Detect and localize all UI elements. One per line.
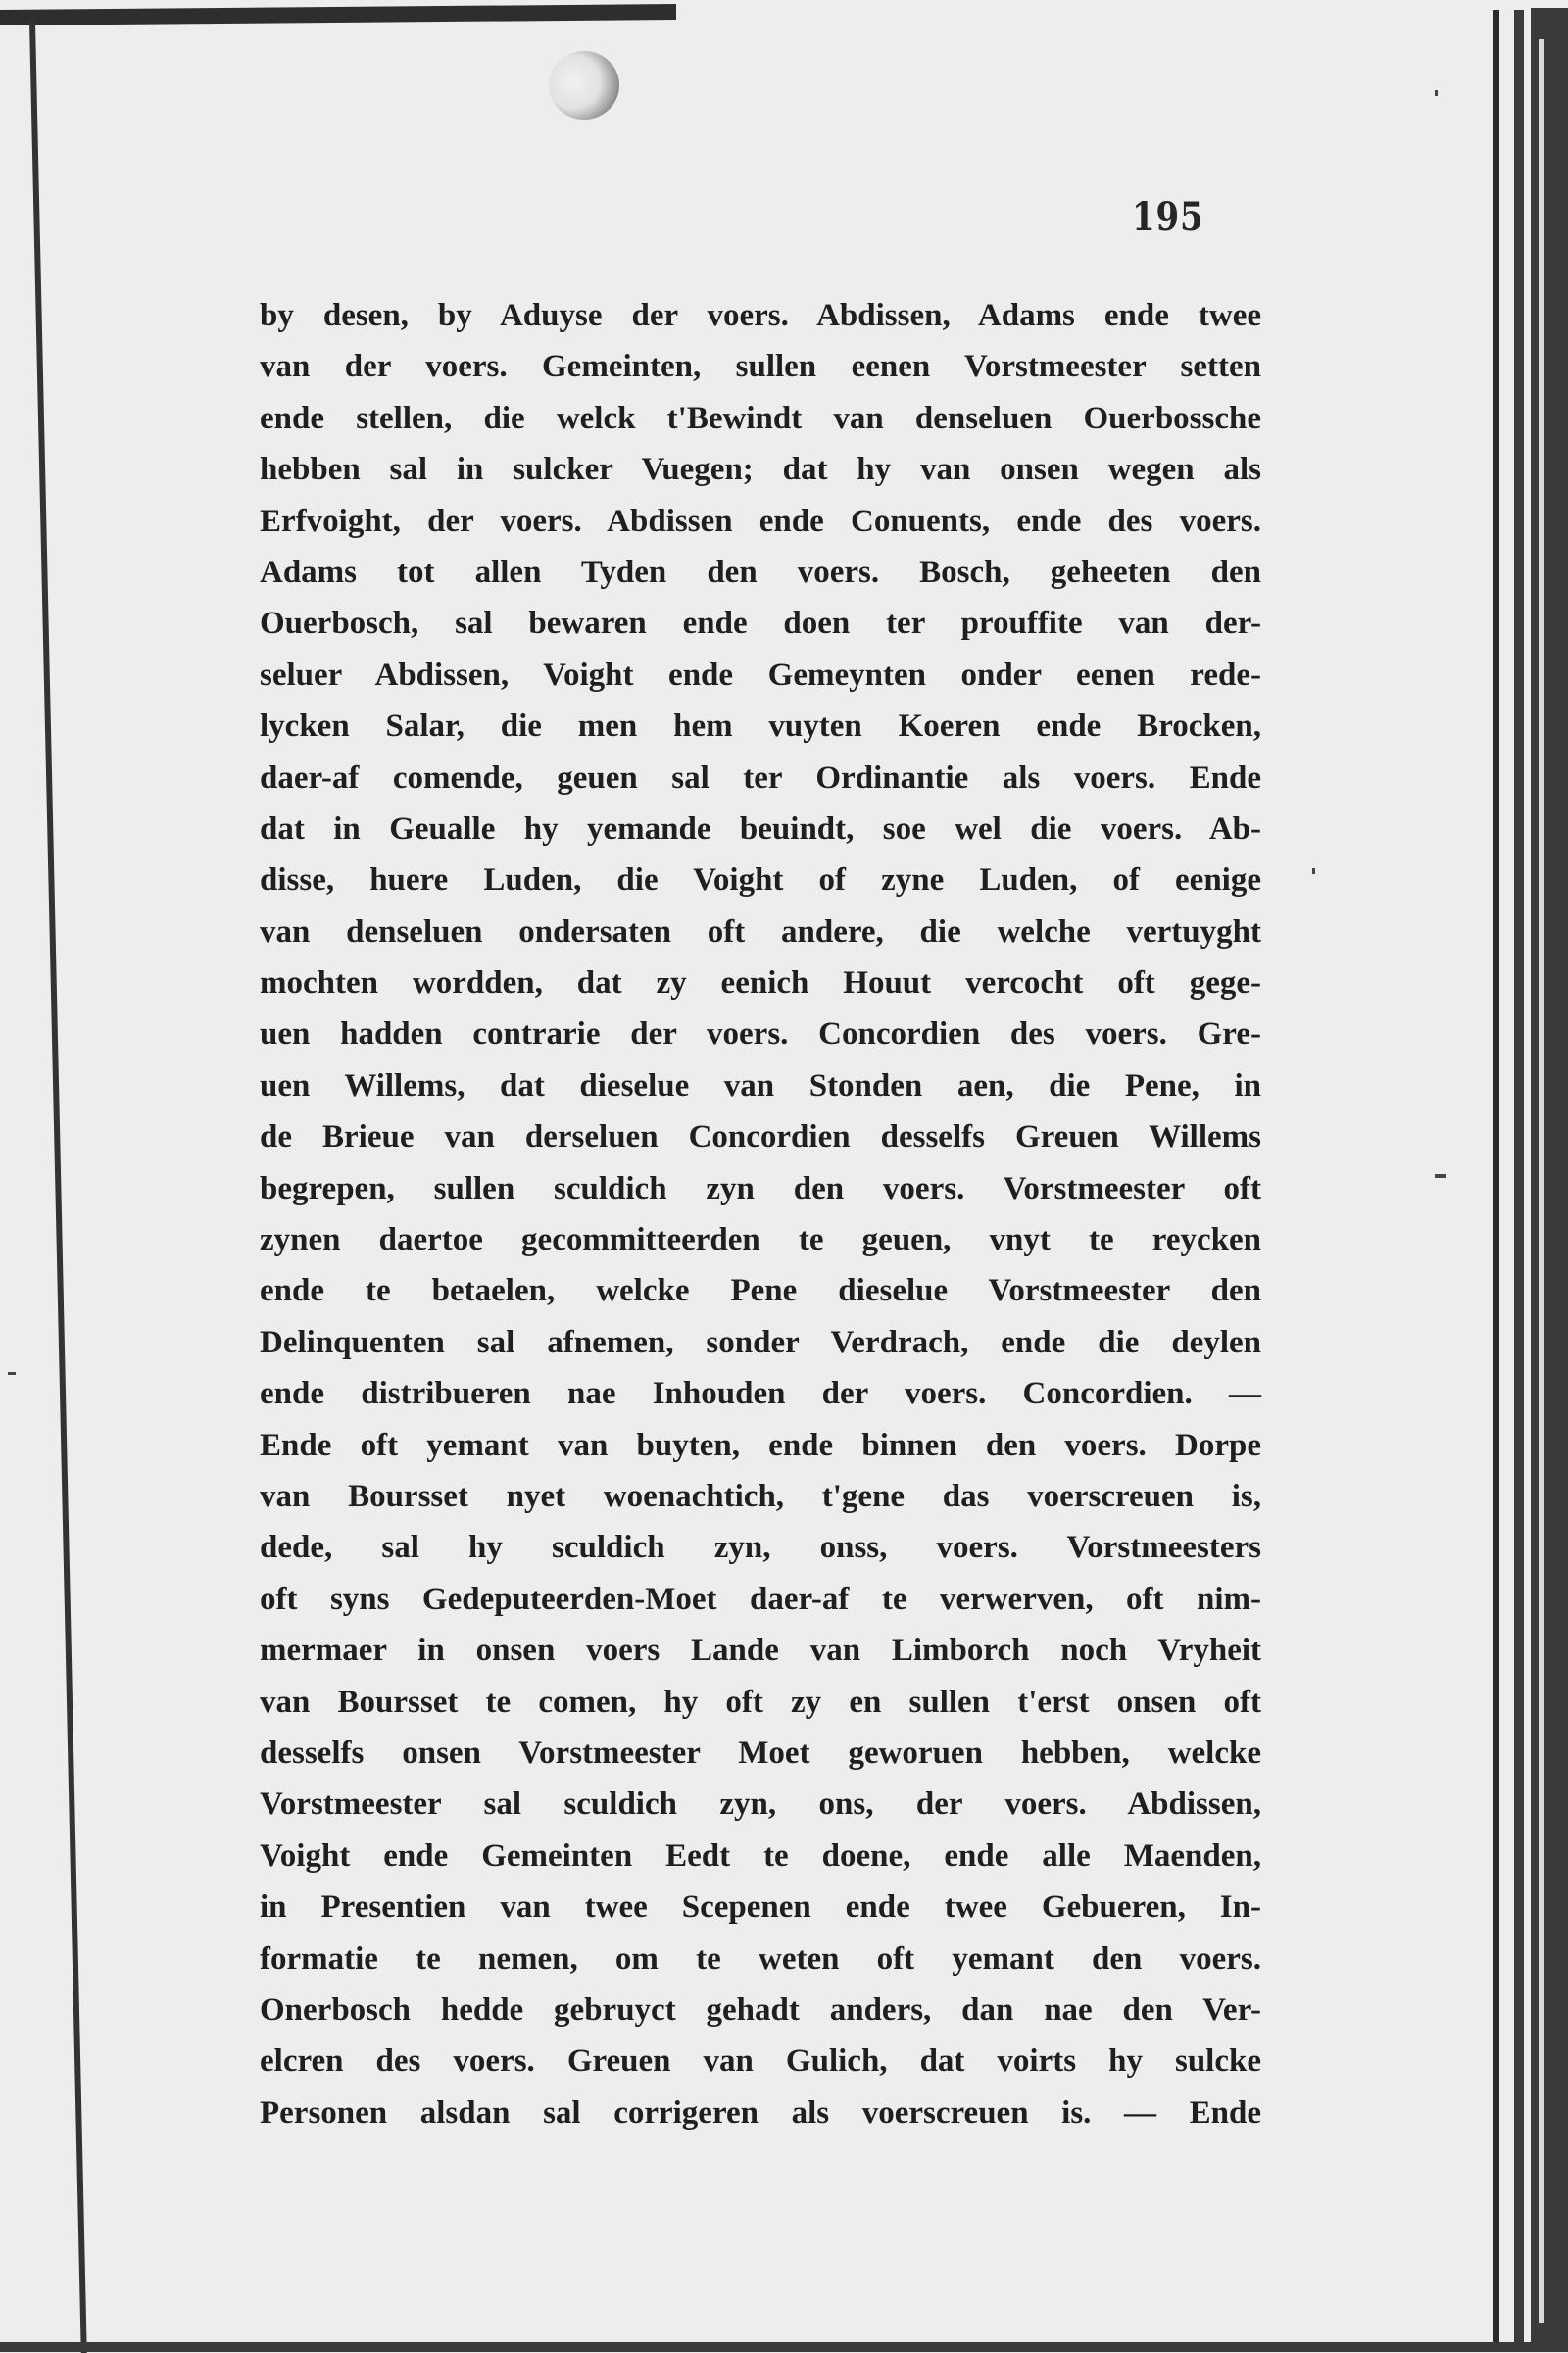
text-line: van Boursset nyet woenachtich, t'gene das voerscreuen is, — [260, 1478, 1261, 1514]
text-line: van der voers. Gemeinten, sullen eenen Vorstmeester setten — [260, 349, 1261, 385]
bottom-edge-border — [0, 2342, 1568, 2352]
text-line: uen hadden contrarie der voers. Concordien des voers. Gre- — [260, 1016, 1261, 1053]
page-number: 195 — [1132, 194, 1204, 240]
text-line: dede, sal hy sculdich zyn, onss, voers. Vorstmeesters — [260, 1530, 1261, 1566]
text-line: Voight ende Gemeinten Eedt te doene, ende alle Maenden, — [260, 1838, 1261, 1874]
text-line: Onerbosch hedde gebruyct gehadt anders, dan nae den Ver- — [260, 1991, 1261, 2028]
text-line: desselfs onsen Vorstmeester Moet geworuen hebben, welcke — [260, 1735, 1261, 1771]
text-line: zynen daertoe gecommitteerden te geuen, vnyt te reycken — [260, 1222, 1261, 1258]
text-line: formatie te nemen, om te weten oft yemant den voers. — [260, 1940, 1261, 1977]
right-border-rule-middle — [1514, 10, 1524, 2342]
right-border-rule-inner — [1493, 10, 1499, 2342]
margin-speck — [8, 1372, 16, 1375]
text-line: Ende oft yemant van buyten, ende binnen den voers. Dorpe — [260, 1427, 1261, 1463]
text-line: ende stellen, die welck t'Bewindt van denseluen Ouerbossche — [260, 400, 1261, 436]
text-line: oft syns Gedeputeerden-Moet daer-af te verwerven, oft nim- — [260, 1581, 1261, 1617]
text-line: de Brieue van derseluen Concordien desselfs Greuen Willems — [260, 1119, 1261, 1155]
text-line: Personen alsdan sal corrigeren als voerscreuen is. — Ende — [260, 2094, 1261, 2131]
text-line: disse, huere Luden, die Voight of zyne Luden, of eenige — [260, 862, 1261, 899]
right-edge-binding — [1531, 8, 1568, 2352]
text-line: Ouerbosch, sal bewaren ende doen ter prouffite van der- — [260, 606, 1261, 642]
right-edge-gap — [1539, 39, 1544, 2323]
punch-hole-mark — [549, 51, 619, 120]
text-line: in Presentien van twee Scepenen ende twee Gebueren, In- — [260, 1889, 1261, 1926]
text-line: seluer Abdissen, Voight ende Gemeynten onder eenen rede- — [260, 657, 1261, 693]
text-line: hebben sal in sulcker Vuegen; dat hy van onsen wegen als — [260, 452, 1261, 488]
margin-speck — [1312, 868, 1315, 874]
text-line: van Boursset te comen, hy oft zy en sullen t'erst onsen oft — [260, 1684, 1261, 1720]
text-line: daer-af comende, geuen sal ter Ordinantie als voers. Ende — [260, 760, 1261, 796]
text-line: mermaer in onsen voers Lande van Limborch noch Vryheit — [260, 1633, 1261, 1669]
text-line: uen Willems, dat dieselue van Stonden aen, die Pene, in — [260, 1067, 1261, 1103]
text-line: van denseluen ondersaten oft andere, die welche vertuyght — [260, 913, 1261, 950]
margin-speck — [1435, 1174, 1446, 1178]
text-line: elcren des voers. Greuen van Gulich, dat voirts hy sulcke — [260, 2043, 1261, 2080]
text-line: mochten wordden, dat zy eenich Houut vercocht oft gege- — [260, 965, 1261, 1002]
text-line: by desen, by Aduyse der voers. Abdissen, Adams ende twee — [260, 298, 1261, 333]
text-line: lycken Salar, die men hem vuyten Koeren ende Brocken, — [260, 709, 1261, 745]
text-line: Adams tot allen Tyden den voers. Bosch, geheeten den — [260, 554, 1261, 590]
text-line: dat in Geualle hy yemande beuindt, soe wel die voers. Ab- — [260, 810, 1261, 847]
left-border-rule — [29, 22, 87, 2353]
text-line: ende te betaelen, welcke Pene dieselue Vorstmeester den — [260, 1273, 1261, 1309]
margin-speck — [1435, 90, 1438, 96]
text-line: Vorstmeester sal sculdich zyn, ons, der voers. Abdissen, — [260, 1787, 1261, 1823]
top-border-rule — [0, 4, 676, 25]
text-line: Delinquenten sal afnemen, sonder Verdrach, ende die deylen — [260, 1324, 1261, 1360]
body-text — [260, 290, 1261, 2138]
text-line: ende distribueren nae Inhouden der voers. Concordien. — — [260, 1376, 1261, 1412]
text-line: Erfvoight, der voers. Abdissen ende Conuents, ende des voers. — [260, 503, 1261, 539]
text-line: begrepen, sullen sculdich zyn den voers. Vorstmeester oft — [260, 1170, 1261, 1206]
